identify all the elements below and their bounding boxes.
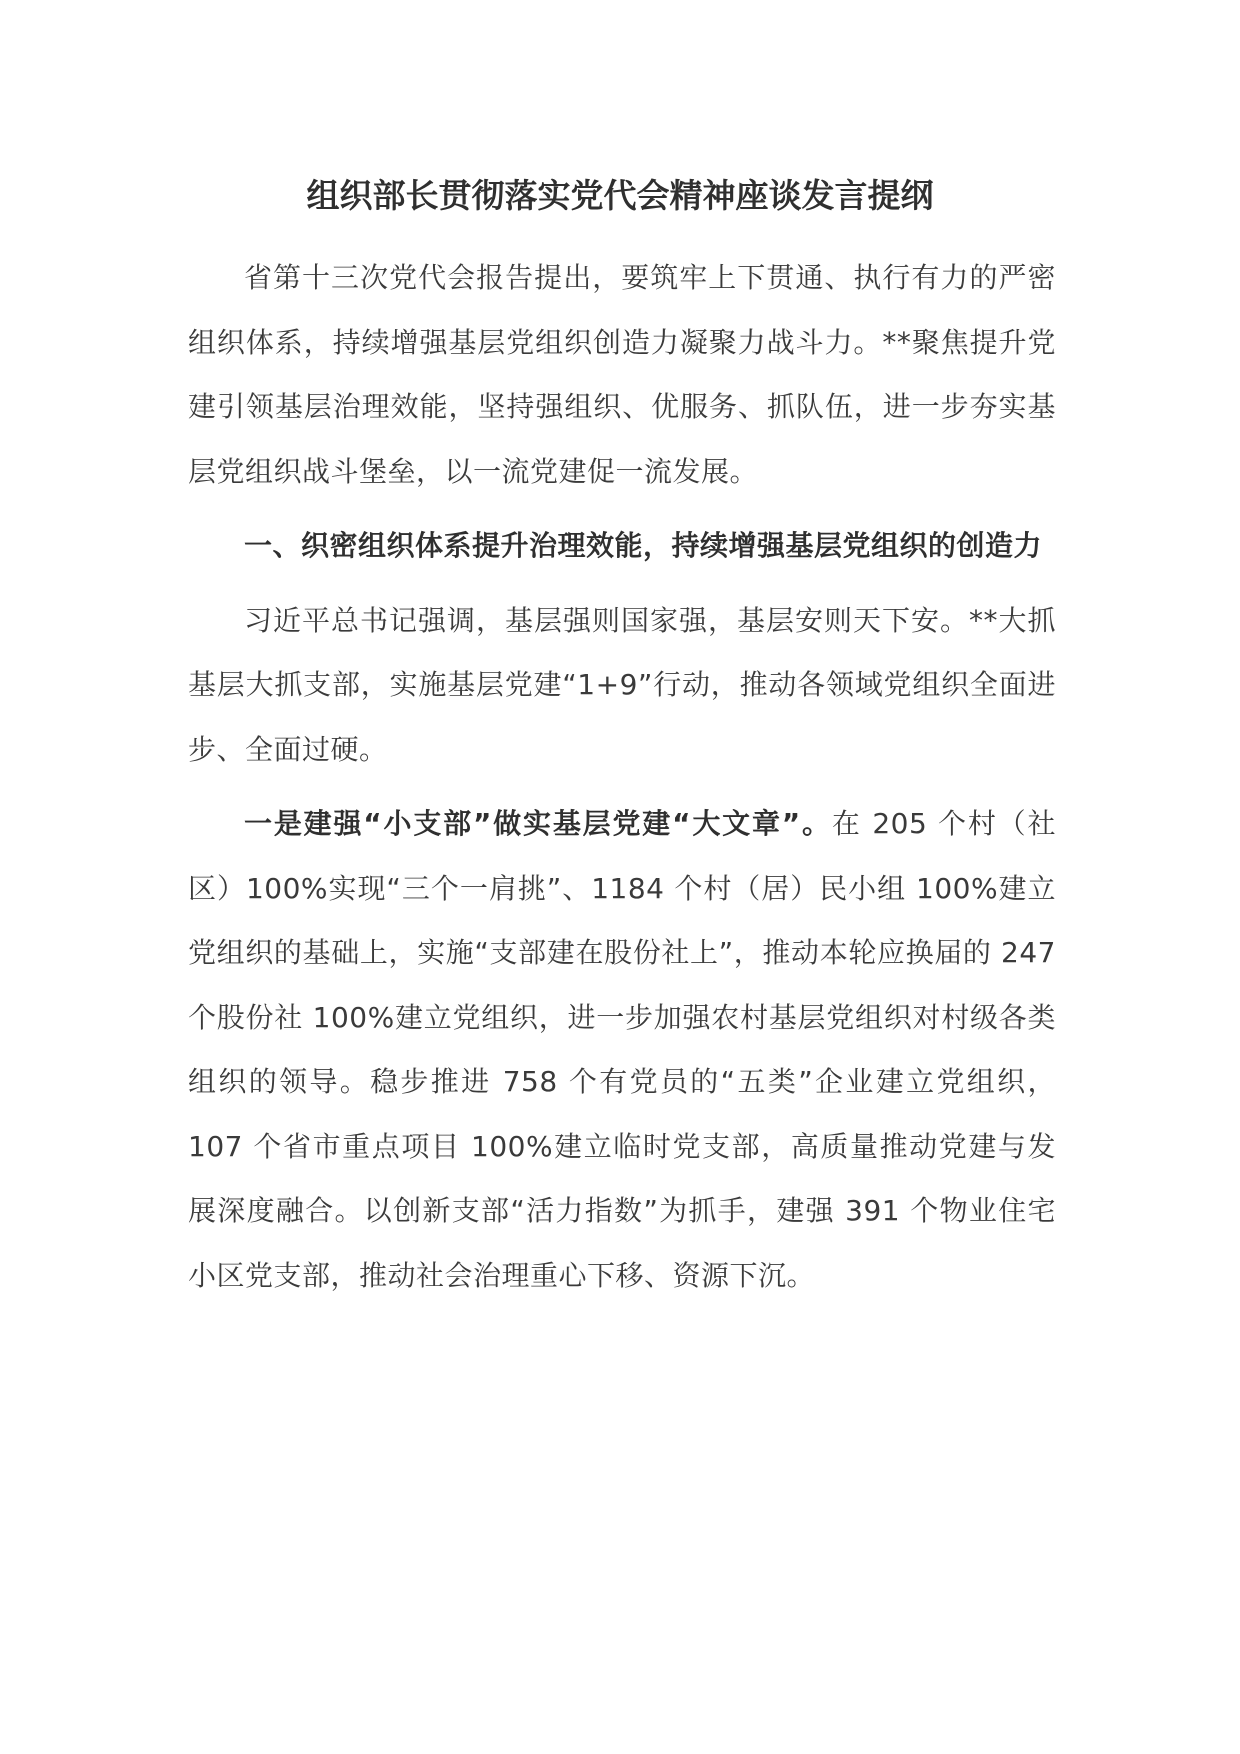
document-body [188,246,1056,1318]
intro-paragraph: 省第十三次党代会报告提出，要筑牢上下贯通、执行有力的严密组织体系，持续增强基层党组织创造力凝聚力战斗力。**聚焦提升党建引领基层治理效能，坚持强组织、优服务、抓队伍，进一步夯实基层党组织战斗堡垒，以一流党建促一流发展。 [188,261,1056,488]
point-1-text: 在 205 个村（社区）100%实现“三个一肩挑”、1184 个村（居）民小组 100%建立党组织的基础上，实施“支部建在股份社上”，推动本轮应换届的 247 个股份社 100%建立党组织，进一步加强农村基层党组织对村级各类组织的领导。稳步推进 758 个有党员的“五类”企业建立党组织，107 个省市重点项目 100%建立临时党支部，高质量推动党建与发展深度融合。以创新支部“活力指数”为抓手，建强 391 个物业住宅小区党支部，推动社会治理重心下移、资源下沉。 [188,807,1056,1292]
document-title: 组织部长贯彻落实党代会精神座谈发言提纲 [306,176,934,215]
point-1-lead: 一是建强“小支部”做实基层党建“大文章”。 [244,807,832,840]
point-1-paragraph [188,792,1056,1308]
section-1-intro-paragraph: 习近平总书记强调，基层强则国家强，基层安则天下安。**大抓基层大抓支部，实施基层党建“1+9”行动，推动各领域党组织全面进步、全面过硬。 [188,603,1056,766]
section-heading-1: 一、织密组织体系提升治理效能，持续增强基层党组织的创造力 [244,529,1043,562]
